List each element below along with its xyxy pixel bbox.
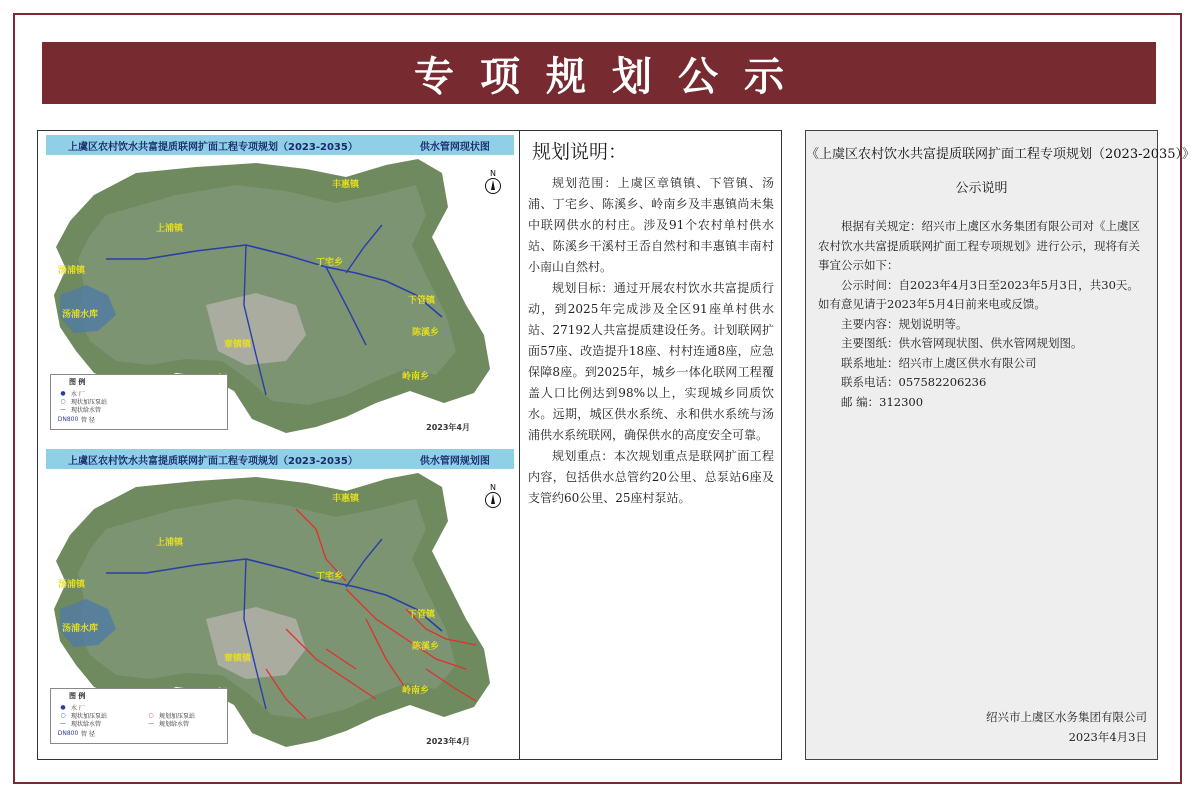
legend-label: 现状加压泵站 <box>71 713 108 720</box>
legend-row <box>55 719 101 728</box>
place-label: 上浦镇 <box>156 224 184 234</box>
description-title: 规划说明： <box>532 141 628 163</box>
legend-label: 水 厂 <box>71 705 85 712</box>
planned-pump-icon: ○ <box>148 712 154 719</box>
map-planning <box>46 449 514 750</box>
legend-title: 图 例 <box>69 692 86 700</box>
map-date: 2023年4月 <box>426 737 470 746</box>
place-label: 汤浦水库 <box>62 624 99 634</box>
notice-paragraph: 联系电话：057582206236 <box>841 375 987 389</box>
description-paragraph: 规划范围：上虞区章镇镇、下管镇、汤浦、丁宅乡、陈溪乡、岭南乡及丰惠镇尚未集中联网供水的村庄。涉及91个农村单村供水站、陈溪乡干溪村王岙自然村和丰惠镇丰南村小南山自然村。 <box>528 176 774 274</box>
place-label: 岭南乡 <box>402 686 430 696</box>
pipe-line-icon: — <box>60 406 66 413</box>
place-label: 陈溪乡 <box>412 328 440 338</box>
legend-label: 管 径 <box>81 731 95 738</box>
north-label: N <box>490 169 496 178</box>
legend-title: 图 例 <box>69 378 86 386</box>
place-label: 汤浦水库 <box>62 310 99 320</box>
map-title: 上虞区农村饮水共富提质联网扩面工程专项规划（2023-2035） <box>68 141 358 153</box>
page-title: 专项规划公示 <box>414 53 810 100</box>
place-label: 汤浦镇 <box>58 580 86 590</box>
north-label: N <box>490 483 496 492</box>
place-label: 章镇镇 <box>224 340 252 350</box>
notice-title: 《上虞区农村饮水共富提质联网扩面工程专项规划（2023-2035）》 <box>806 147 1196 162</box>
legend-label: 现状加压泵站 <box>71 399 108 406</box>
legend-label: 现状给水管 <box>71 407 102 414</box>
place-label: 陈溪乡 <box>412 642 440 652</box>
place-label: 汤浦镇 <box>58 266 86 276</box>
map-subtitle: 供水管网现状图 <box>419 141 490 153</box>
pump-station-icon: ○ <box>60 398 66 405</box>
place-label: 丰惠镇 <box>332 494 360 504</box>
notice-paragraph: 主要内容：规划说明等。 <box>841 316 968 331</box>
north-arrow <box>482 483 504 513</box>
legend-label: 水 厂 <box>71 391 85 398</box>
compass-icon <box>485 178 501 194</box>
legend-label: 规划加压泵站 <box>159 713 196 720</box>
signature-date: 2023年4月3日 <box>1068 730 1147 744</box>
pump-station-icon: ○ <box>60 712 66 719</box>
place-label: 章镇镇 <box>224 654 252 664</box>
map-current-status <box>46 135 514 436</box>
legend-row <box>55 729 95 738</box>
map-legend <box>50 688 228 744</box>
legend-label: 现状给水管 <box>71 721 102 728</box>
description-paragraph: 规划重点：本次规划重点是联网扩面工程内容，包括供水总管约20公里、总泵站6座及支管约60公里、25座村泵站。 <box>528 449 774 505</box>
planned-pipe-icon: — <box>148 720 154 727</box>
notice-body <box>818 217 1148 412</box>
map-date: 2023年4月 <box>426 423 470 432</box>
place-label: 岭南乡 <box>402 372 430 382</box>
place-label: 下管镇 <box>408 296 436 306</box>
compass-icon <box>485 492 501 508</box>
map-panel <box>37 130 520 760</box>
map-header <box>46 135 514 155</box>
description-panel <box>520 130 782 760</box>
notice-subtitle: 公示说明 <box>955 181 1008 196</box>
place-label: 下管镇 <box>408 610 436 620</box>
legend-row <box>143 719 189 728</box>
description-paragraph: 规划目标：通过开展农村饮水共富提质行动，到2025年完成涉及全区91座单村供水站、27192人共富提质建设任务。计划联网扩面57座、改造提升18座、村村连通8座，应急保障8座。到2025年，城乡一体化联网工程覆盖人口比例达到98%以上，实现城乡同质饮水。远期，城区供水系统、永和供水系统与汤浦供水系统联网，确保供水的高度安全可靠。 <box>528 281 774 442</box>
map-header <box>46 449 514 469</box>
place-label: 丰惠镇 <box>332 180 360 190</box>
notice-panel <box>805 130 1196 760</box>
signature-org: 绍兴市上虞区水务集团有限公司 <box>986 710 1147 724</box>
notice-paragraph: 根据有关规定：绍兴市上虞区水务集团有限公司对《上虞区农村饮水共富提质联网扩面工程专项规划》进行公示，现将有关事宜公示如下： <box>818 219 1140 272</box>
north-arrow <box>482 169 504 199</box>
place-label: 丁宅乡 <box>316 572 344 582</box>
water-plant-icon: ● <box>60 704 66 711</box>
notice-paragraph: 邮 编：312300 <box>841 394 924 409</box>
notice-paragraph: 联系地址：绍兴市上虞区供水有限公司 <box>841 355 1037 370</box>
legend-row <box>55 405 101 414</box>
legend-row <box>55 415 95 424</box>
water-plant-icon: ● <box>60 390 66 397</box>
map-title: 上虞区农村饮水共富提质联网扩面工程专项规划（2023-2035） <box>68 455 358 467</box>
legend-symbol: DN800 <box>57 730 79 737</box>
notice-paragraph: 主要图纸：供水管网现状图、供水管网规划图。 <box>841 336 1083 350</box>
place-label: 上浦镇 <box>156 538 184 548</box>
description-body <box>528 173 774 509</box>
pipe-line-icon: — <box>60 720 66 727</box>
notice-signature <box>986 707 1147 747</box>
notice-paragraph: 公示时间：自2023年4月3日至2023年5月3日，共30天。如有意见请于2023年5月4日前来电或反馈。 <box>818 277 1139 311</box>
map-legend <box>50 374 228 430</box>
legend-label: 管 径 <box>81 417 95 424</box>
place-label: 丁宅乡 <box>316 258 344 268</box>
legend-symbol: DN800 <box>57 416 79 423</box>
title-band <box>42 42 1156 104</box>
legend-label: 规划给水管 <box>159 721 190 728</box>
map-subtitle: 供水管网规划图 <box>419 455 490 467</box>
